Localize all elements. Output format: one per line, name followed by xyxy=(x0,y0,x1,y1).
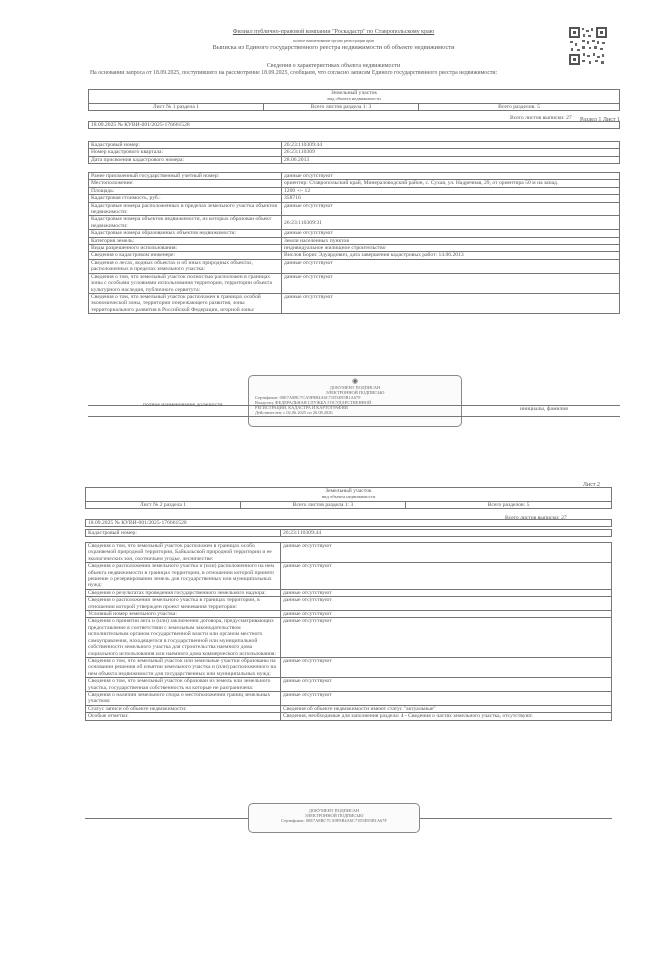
table-row: Кадастровый номер: 26:23:110309:44 xyxy=(89,142,620,149)
object-type-2: Земельный участок xyxy=(86,488,612,495)
section-subtitle: Сведения о характеристиках объекта недвижимости xyxy=(266,63,401,69)
table-row: Кадастровые номера объектов недвижимости, из которых образован объект недвижимости: 26:23:110309:31 xyxy=(89,216,620,230)
e-signature-stamp xyxy=(248,375,462,427)
extract-number: 18.09.2025 № КУВИ-001/2025-176661528 xyxy=(89,122,620,129)
page1-rows-b xyxy=(88,172,620,314)
signature-line-bottom xyxy=(88,416,620,417)
object-type: Земельный участок xyxy=(89,90,620,97)
page1-corner-label: Раздел 1 Лист 1 xyxy=(579,117,620,123)
table-row: Сведения о результатах проведения государственного земельного надзора: данные отсутствуют xyxy=(86,589,612,596)
signature-name-caption: инициалы, фамилия xyxy=(520,406,568,412)
table-row: Сведения о том, что земельный участок образован из земель или земельного участка, государственная собственность на которые не разграничена: данные отсутствуют xyxy=(86,678,612,692)
table-row: Сведения о том, что земельный участок расположен в границах особо охраняемой природной территории, Байкальской природной территории и ее экологических зон, охотничьем угодье, лесничестве: данные отсутствуют xyxy=(86,543,612,563)
table-row: Категория земель: Земли населенных пунктов xyxy=(89,237,620,244)
page1-rows-a xyxy=(88,141,620,164)
page1-header-table xyxy=(88,89,620,111)
total-sections: Всего разделов: 5 xyxy=(419,103,620,110)
stamp-title: ДОКУМЕНТ ПОДПИСАН xyxy=(329,385,381,390)
table-row: Сведения о расположении земельного участка в границах территории, в отношении которой утвержден проект межевания территории: данные отсутствуют xyxy=(86,597,612,611)
table-row: Номер кадастрового квартала: 26:23:110309 xyxy=(89,149,620,156)
table-row: Условный номер земельного участка: данные отсутствуют xyxy=(86,611,612,618)
total-sheets: Всего листов выписки: 27 xyxy=(510,115,572,121)
qr-code-icon xyxy=(568,26,608,66)
table-row: Виды разрешенного использования: индивидуальное жилищное строительство xyxy=(89,245,620,252)
stamp-owner: Владелец: ФЕДЕРАЛЬНАЯ СЛУЖБА ГОСУДАРСТВЕННОЙ xyxy=(255,400,372,405)
table-row: Сведения о наличии земельного спора о местоположении границ земельных участков: данные отсутствуют xyxy=(86,691,612,705)
table-row: Сведения о кадастровом инженере: Вислов Борис Эдуардович, дата завершения кадастровых работ: 14.06.2013 xyxy=(89,252,620,259)
table-row: Статус записи об объекте недвижимости: Сведения об объекте недвижимости имеют статус "актуальные" xyxy=(86,705,612,712)
org-name-caption: полное наименование органа регистрации прав xyxy=(293,38,374,43)
stamp-certificate-2: Сертификат: 00E7A8BC7CA9F8B4A6C71D3E95B1A67F xyxy=(281,818,387,823)
signature-position-caption: полное наименование должности xyxy=(143,402,223,408)
page2-corner-label: Лист 2 xyxy=(582,482,600,488)
object-type-caption-2: вид объекта недвижимости xyxy=(86,494,612,501)
table-row: Кадастровая стоимость, руб.: 358716 xyxy=(89,195,620,202)
cad-number-label-2: Кадастровый номер: xyxy=(86,530,281,537)
stamp-certificate: Сертификат: 00E7A8BC7CA9F8B4A6C71D3E95B1A67F xyxy=(255,395,361,400)
table-row: Особые отметки: Сведения, необходимые для заполнения раздела: 4 - Сведения о частях земельного участка, отсутствуют. xyxy=(86,713,612,720)
table-row: Сведения о лесах, водных объектах и об иных природных объектах, расположенных в пределах земельного участка: данные отсутствуют xyxy=(89,259,620,273)
table-row: Площадь: 1200 +/- 12 xyxy=(89,187,620,194)
stamp-validity: Действителен: с 02.06.2025 по 26.08.2026 xyxy=(255,410,333,415)
extract-number-2: 18.09.2025 № КУВИ-001/2025-176661528 xyxy=(86,520,612,527)
sheet-number-2: Лист № 2 раздела 1 xyxy=(86,501,241,508)
total-sections-2: Всего разделов: 5 xyxy=(406,501,612,508)
table-row: Сведения о расположении земельного участка и (или) расположенного на нем объекта недвижимости в границах территории, в отношении которой принято решение о резервировании земель для государственных или муниципальных нужд: данные отсутствуют xyxy=(86,563,612,590)
page2-rows xyxy=(85,542,612,721)
page1-extract-number xyxy=(88,121,620,129)
table-row: Кадастровые номера расположенных в пределах земельного участка объектов недвижимости: данные отсутствуют xyxy=(89,202,620,216)
sheets-in-section: Всего листов раздела 1: 3 xyxy=(264,103,419,110)
stamp-subtitle-2: ЭЛЕКТРОННОЙ ПОДПИСЬЮ xyxy=(304,813,364,818)
table-row: Сведения о принятии акта и (или) заключении договора, предусматривающих предоставление в соответствии с земельным законодательством исполнительным органом государственной власти или органом местного самоуправления, находящегося в государственной или муниципальной собственности земельного участка для строительства наемного дома социального использования или наемного дома коммерческого использования: данные отсутствуют xyxy=(86,618,612,657)
table-row: Сведения о том, что земельный участок расположен в границах особой экономической зоны, территории опережающего развития, зоны территориального развития в Российской Федерации, игорной зоны: данные отсутствуют xyxy=(89,293,620,313)
page2-cad-number xyxy=(85,529,612,537)
table-row: Местоположение: ориентир: Ставропольский край, Минераловодский район, с. Сухая, ул. Надречная, 29, от ориентира 50 м на запад. xyxy=(89,180,620,187)
table-row: Сведения о том, что земельный участок полностью расположен в границах зоны с особыми условиями использования территории, территории объекта культурного наследия, публичного сервитута: данные отсутствуют xyxy=(89,273,620,293)
table-row: Ранее присвоенный государственный учетный номер: данные отсутствуют xyxy=(89,173,620,180)
request-intro: На основании запроса от 18.09.2025, поступившего на рассмотрение 18.09.2025, сообщаем, что согласно записям Единого государственного реестра недвижимости: xyxy=(90,70,498,76)
e-signature-stamp-2 xyxy=(248,803,420,833)
page2-extract-number xyxy=(85,519,612,527)
stamp-owner-cont: РЕГИСТРАЦИИ, КАДАСТРА И КАРТОГРАФИИ xyxy=(255,405,348,410)
table-row: Дата присвоения кадастрового номера: 28.06.2013 xyxy=(89,156,620,163)
sheets-in-section-2: Всего листов раздела 1: 3 xyxy=(241,501,406,508)
object-type-caption: вид объекта недвижимости xyxy=(89,96,620,103)
stamp-emblem-icon: ◉ xyxy=(351,377,359,385)
cad-number-value-2: 26:23:110309:44 xyxy=(281,530,612,537)
document-title: Выписка из Единого государственного реестра недвижимости об объекте недвижимости xyxy=(212,44,455,51)
total-sheets-2: Всего листов выписки: 27 xyxy=(505,515,567,521)
table-row: Сведения о том, что земельный участок или земельные участки образованы на основании решения об изъятии земельного участка и (или) расположенного на нем объекта недвижимости для государственных или муниципальных нужд: данные отсутствуют xyxy=(86,657,612,677)
table-row: Кадастровые номера образованных объектов недвижимости: данные отсутствуют xyxy=(89,230,620,237)
stamp-title-2: ДОКУМЕНТ ПОДПИСАН xyxy=(308,808,360,813)
stamp-subtitle: ЭЛЕКТРОННОЙ ПОДПИСЬЮ xyxy=(325,390,385,395)
sheet-number: Лист № 1 раздела 1 xyxy=(89,103,264,110)
page2-header-table xyxy=(85,487,612,509)
org-name: Филиал публично-правовой компании "Роскадастр" по Ставропольскому краю xyxy=(232,29,435,35)
